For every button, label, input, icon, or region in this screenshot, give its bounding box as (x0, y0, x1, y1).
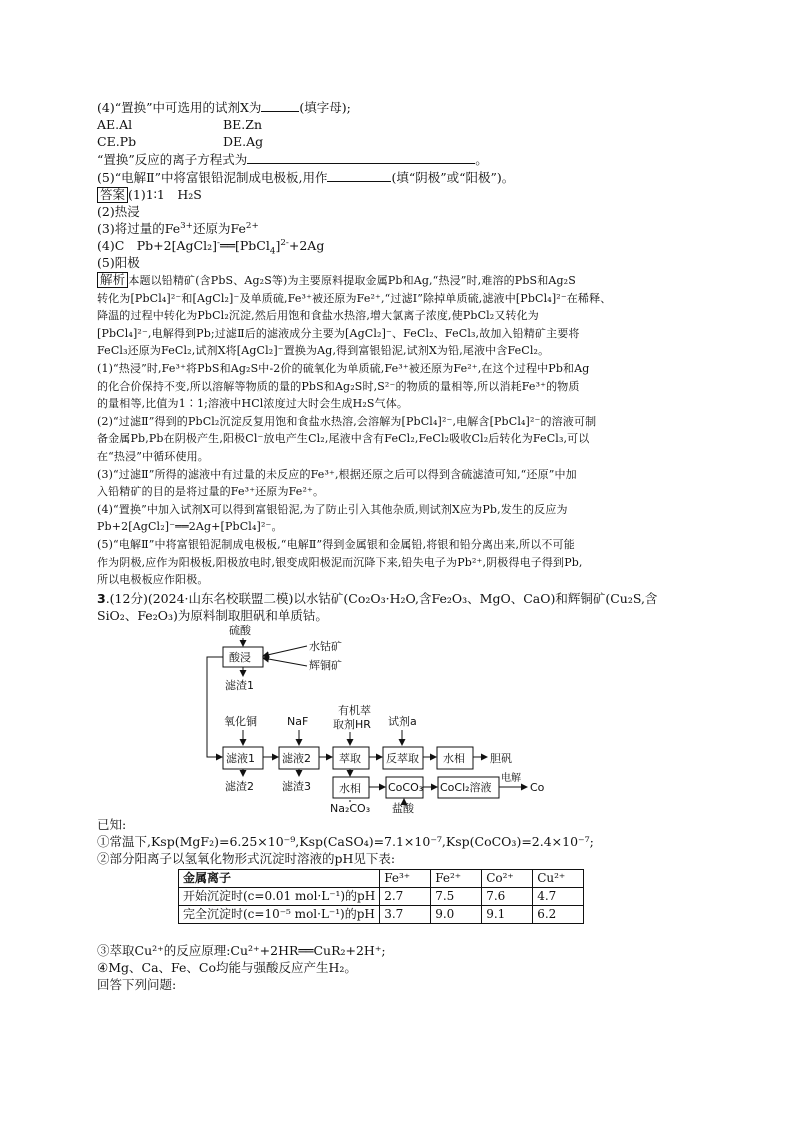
known-1: ①常温下,Ksp(MgF₂)=6.25×10⁻⁹,Ksp(CaSO₄)=7.1×10⁻⁷,Ksp(CoCO₃)=2.4×10⁻⁷; (97, 833, 594, 849)
label-acid: 硫酸 (229, 623, 251, 637)
label-hcl: 盐酸 (392, 801, 414, 814)
box-back-extract: 反萃取 (386, 751, 419, 765)
analysis (97, 272, 697, 589)
table-row: 完全沉淀时(c=10⁻⁵ mol·L⁻¹)的pH 3.7 9.0 9.1 6.2 (179, 905, 584, 923)
answer-tag: 答案 (97, 187, 128, 203)
label-reagent-a: 试剂a (388, 714, 417, 728)
label-residue3: 滤渣3 (282, 779, 311, 793)
known-2: ②部分阳离子以氢氧化物形式沉淀时溶液的pH见下表: (97, 850, 396, 866)
analysis-line: (3)“过滤Ⅱ”所得的滤液中有过量的未反应的Fe³⁺,根据还原之后可以得到含硫滤渣可知,“还原”中加 (97, 467, 577, 481)
box-filtrate2: 滤液2 (282, 751, 311, 765)
label-cuo: 氧化铜 (224, 714, 257, 728)
q4-line2: “置换”反应的离子方程式为 。 (97, 152, 488, 167)
analysis-line: 的量相等,比值为1∶1;溶液中HCl浓度过大时会生成H₂S气体。 (97, 397, 409, 411)
analysis-line: FeCl₃还原为FeCl₂,试剂X将[AgCl₂]⁻置换为Ag,得到富银铅泥,试剂X为铅,尾液中含FeCl₂。 (97, 344, 550, 358)
option-b: BE.Zn (223, 117, 263, 132)
prompt: 回答下列问题: (97, 976, 177, 992)
option-c: CE.Pb (97, 134, 137, 149)
analysis-line: 的化合价保持不变,所以溶解等物质的量的PbS和Ag₂S时,S²⁻的物质的量相等,所以消耗Fe³⁺的物质 (97, 379, 580, 393)
box-aq1: 水相 (443, 751, 465, 765)
table-row: 金属离子 Fe³⁺ Fe²⁺ Co²⁺ Cu²⁺ (179, 869, 584, 887)
box-coco3: CoCO₃ (388, 780, 424, 794)
analysis-line: 入铅精矿的目的是将过量的Fe³⁺还原为Fe²⁺。 (97, 485, 325, 499)
known-3: ③萃取Cu²⁺的反应原理:Cu²⁺+2HR══CuR₂+2H⁺; (97, 942, 386, 958)
analysis-line: 在“热浸”中循环使用。 (97, 449, 209, 463)
analysis-line: 降温的过程中转化为PbCl₂沉淀,然后用饱和食盐水热溶,增大氯离子浓度,使PbCl₂又转化为 (97, 309, 539, 323)
answer-blank[interactable] (247, 150, 475, 164)
reaction-sign: ══ (219, 238, 235, 253)
question-number: 3 (97, 590, 106, 606)
analysis-line: (4)“置换”中加入试剂X可以得到富银铅泥,为了防止引入其他杂质,则试剂X应为Pb,发生的反应为 (97, 502, 568, 516)
answer-line-2: (2)热浸 (97, 204, 140, 219)
page-content (97, 98, 697, 993)
label-ore1: 水钴矿 (309, 639, 342, 653)
answer-blank[interactable] (261, 98, 299, 112)
answer-line-3: (3)将过量的$Fe^{3+}$还原为$Fe^{2+}$ (97, 220, 259, 236)
known-info (97, 816, 697, 867)
analysis-line: (5)“电解Ⅱ”中将富银铅泥制成电极板,“电解Ⅱ”得到金属银和金属铅,将银和铅分离出来,所以不可能 (97, 537, 575, 551)
label-residue1: 滤渣1 (225, 678, 254, 692)
label-co: Co (530, 780, 545, 794)
analysis-line: 解析 本题以铅精矿(含PbS、Ag₂S等)为主要原料提取金属Pb和Ag,“热浸”时,难溶的PbS和Ag₂S (97, 272, 697, 290)
q5-line: (5)“电解Ⅱ”中将富银铅泥制成电极板,用作 (填“阴极”或“阳极”)。 (97, 170, 515, 185)
known-rest (97, 942, 697, 993)
q4-options (97, 116, 697, 150)
answer-blank[interactable] (327, 168, 391, 182)
analysis-line: 转化为[PbCl₄]²⁻和[AgCl₂]⁻及单质硫,Fe³⁺被还原为Fe²⁺,“过滤Ⅰ”除掉单质硫,滤液中[PbCl₄]²⁻在稀释、 (97, 291, 612, 305)
analysis-line: (2)“过滤Ⅱ”得到的PbCl₂沉淀反复用饱和食盐水热溶,会溶解为[PbCl₄]²⁻,电解含[PbCl₄]²⁻的溶液可制 (97, 414, 597, 428)
option-d: DE.Ag (223, 134, 264, 149)
question-3-cont: SiO₂、Fe₂O₃)为原料制取胆矾和单质钴。 (97, 607, 328, 623)
answer-line-4: (4)C Pb+2[AgCl₂]-══[PbCl$_4$]$^{2-}$+2Ag (97, 237, 325, 257)
known-title: 已知: (97, 816, 127, 832)
label-alum: 胆矾 (490, 751, 512, 765)
table-row: 开始沉淀时(c=0.01 mol·L⁻¹)的pH 2.7 7.5 7.6 4.7 (179, 887, 584, 905)
label-naf: NaF (287, 714, 309, 728)
box-cocl2: CoCl₂溶液 (440, 780, 492, 794)
process-flowchart (97, 624, 697, 814)
ph-table (178, 869, 584, 924)
analysis-line: [PbCl₄]²⁻,电解得到Pb;过滤Ⅱ后的滤液成分主要为[AgCl₂]⁻、FeCl₂、FeCl₃,故加入铅精矿主要将 (97, 326, 580, 340)
label-organic1: 有机萃 (338, 703, 371, 717)
analysis-tag: 解析 (97, 272, 128, 288)
label-electrolysis: 电解 (501, 772, 521, 784)
answer-line-5: (5)阳极 (97, 255, 140, 270)
analysis-line: Pb+2[AgCl₂]⁻══2Ag+[PbCl₄]²⁻。 (97, 520, 283, 534)
q4-line1: (4)“置换”中可选用的试剂X为 (填字母); (97, 100, 351, 115)
box-extract: 萃取 (339, 751, 361, 765)
known-4: ④Mg、Ca、Fe、Co均能与强酸反应产生H₂。 (97, 959, 357, 975)
label-residue2: 滤渣2 (225, 779, 254, 793)
label-ore2: 辉铜矿 (309, 658, 342, 672)
box-filtrate1: 滤液1 (226, 751, 255, 765)
answer-line-1: 答案 (1)1∶1 H₂S (97, 186, 697, 203)
label-na2co3: Na₂CO₃ (330, 801, 371, 814)
box-aq2: 水相 (339, 781, 361, 795)
option-a: AE.Al (97, 117, 133, 132)
box-leach: 酸浸 (229, 650, 251, 664)
question-3: 3.(12分)(2024·山东名校联盟二模)以水钴矿(Co₂O₃·H₂O,含Fe₂O₃、MgO、CaO)和辉铜矿(Cu₂S,含 (97, 590, 658, 606)
label-organic2: 取剂HR (333, 717, 371, 731)
analysis-line: (1)“热浸”时,Fe³⁺将PbS和Ag₂S中-2价的硫氧化为单质硫,Fe³⁺被还原为Fe²⁺,在这个过程中Pb和Ag (97, 361, 590, 375)
analysis-line: 备金属Pb,Pb在阴极产生,阳极Cl⁻放电产生Cl₂,尾液中含有FeCl₂,FeCl₂吸收Cl₂后转化为FeCl₃,可以 (97, 432, 590, 446)
analysis-line: 所以电极板应作阳极。 (97, 573, 209, 587)
analysis-line: 作为阴极,应作为阳极板,阳极放电时,银变成阳极泥而沉降下来,铅失电子为Pb²⁺,阴极得电子得到Pb, (97, 555, 583, 569)
